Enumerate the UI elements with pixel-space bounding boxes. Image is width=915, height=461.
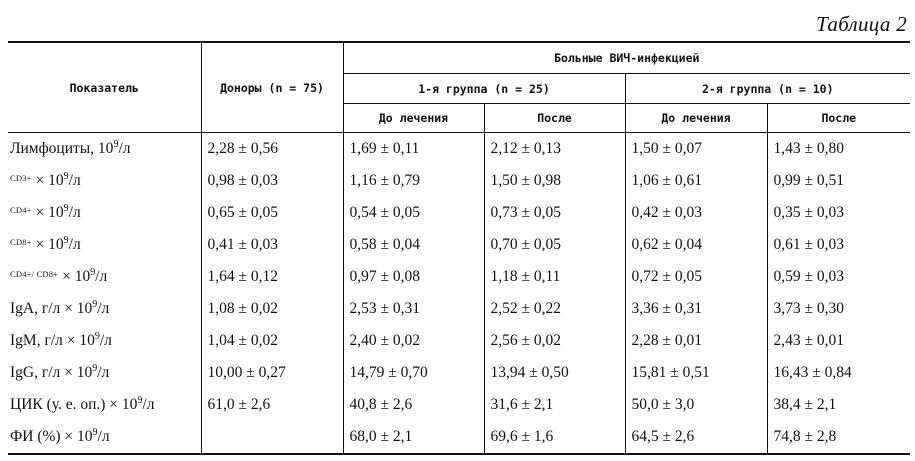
value-cell: 74,8 ± 2,8 — [767, 421, 910, 454]
row-name: × 10 — [31, 204, 64, 221]
value-cell: 0,97 ± 0,08 — [343, 261, 484, 293]
row-name: ЦИК (у. е. оп.) × 10 — [10, 396, 138, 413]
row-unit: /л — [68, 236, 81, 253]
table-row — [8, 165, 910, 197]
table-row — [8, 133, 910, 166]
value-cell: 2,56 ± 0,02 — [484, 325, 625, 357]
value-cell: 50,0 ± 3,0 — [625, 389, 767, 421]
value-cell: 1,18 ± 0,11 — [484, 261, 625, 293]
value-cell: 16,43 ± 0,84 — [767, 357, 910, 389]
exponent: 9 — [63, 170, 69, 182]
header-g1-before: До лечения — [343, 104, 484, 133]
row-unit: /л — [68, 204, 81, 221]
row-name: Лимфоциты, 10 — [10, 140, 114, 157]
exponent: 9 — [113, 138, 119, 150]
row-name: ФИ (%) × 10 — [10, 428, 93, 445]
table-row — [8, 357, 910, 389]
value-cell: 3,73 ± 0,30 — [767, 293, 910, 325]
row-unit: /л — [142, 396, 155, 413]
cell-marker-label: CD4+/ CD8+ — [10, 269, 59, 279]
value-cell: 0,99 ± 0,51 — [767, 165, 910, 197]
exponent: 9 — [92, 362, 98, 374]
value-cell: 1,50 ± 0,98 — [484, 165, 625, 197]
row-label — [8, 421, 201, 454]
header-g2-after: После — [767, 104, 910, 133]
cell-marker-label: CD3+ — [10, 173, 32, 183]
value-cell: 14,79 ± 0,70 — [343, 357, 484, 389]
value-cell: 1,64 ± 0,12 — [201, 261, 343, 293]
row-unit: /л — [97, 364, 110, 381]
value-cell: 2,28 ± 0,56 — [201, 133, 343, 166]
table-row — [8, 421, 910, 454]
value-cell: 1,50 ± 0,07 — [625, 133, 767, 166]
value-cell: 0,35 ± 0,03 — [767, 197, 910, 229]
row-label — [8, 325, 201, 357]
row-name: IgM, г/л × 10 — [10, 332, 95, 349]
table-row — [8, 261, 910, 293]
table-caption: Таблица 2 — [816, 12, 907, 36]
exponent: 9 — [92, 426, 98, 438]
table-row — [8, 293, 910, 325]
table-body — [8, 133, 910, 455]
value-cell: 2,40 ± 0,02 — [343, 325, 484, 357]
value-cell: 2,28 ± 0,01 — [625, 325, 767, 357]
value-cell: 0,73 ± 0,05 — [484, 197, 625, 229]
value-cell: 3,36 ± 0,31 — [625, 293, 767, 325]
row-unit: /л — [97, 300, 110, 317]
value-cell: 0,59 ± 0,03 — [767, 261, 910, 293]
header-donors: Доноры (n = 75) — [201, 42, 343, 133]
value-cell: 31,6 ± 2,1 — [484, 389, 625, 421]
exponent: 9 — [63, 202, 69, 214]
value-cell: 1,06 ± 0,61 — [625, 165, 767, 197]
table-row — [8, 197, 910, 229]
value-cell: 1,43 ± 0,80 — [767, 133, 910, 166]
value-cell: 15,81 ± 0,51 — [625, 357, 767, 389]
exponent: 9 — [90, 266, 96, 278]
row-label — [8, 389, 201, 421]
row-name: × 10 — [31, 172, 64, 189]
header-g1-after: После — [484, 104, 625, 133]
table-row — [8, 325, 910, 357]
row-label — [8, 357, 201, 389]
value-cell: 10,00 ± 0,27 — [201, 357, 343, 389]
exponent: 9 — [94, 330, 100, 342]
row-unit: /л — [99, 332, 112, 349]
value-cell: 2,53 ± 0,31 — [343, 293, 484, 325]
row-unit: /л — [118, 140, 131, 157]
value-cell: 0,65 ± 0,05 — [201, 197, 343, 229]
value-cell: 38,4 ± 2,1 — [767, 389, 910, 421]
row-label — [8, 293, 201, 325]
row-name: IgG, г/л × 10 — [10, 364, 93, 381]
row-label — [8, 261, 201, 293]
value-cell: 2,43 ± 0,01 — [767, 325, 910, 357]
header-indicator: Показатель — [8, 42, 201, 133]
value-cell: 0,42 ± 0,03 — [625, 197, 767, 229]
value-cell: 2,12 ± 0,13 — [484, 133, 625, 166]
row-unit: /л — [95, 268, 108, 285]
value-cell: 1,69 ± 0,11 — [343, 133, 484, 166]
value-cell: 0,41 ± 0,03 — [201, 229, 343, 261]
exponent: 9 — [137, 394, 143, 406]
cell-marker-label: CD8+ — [10, 237, 32, 247]
header-g2-before: До лечения — [625, 104, 767, 133]
value-cell: 0,61 ± 0,03 — [767, 229, 910, 261]
value-cell: 1,08 ± 0,02 — [201, 293, 343, 325]
value-cell — [201, 421, 343, 454]
value-cell: 68,0 ± 2,1 — [343, 421, 484, 454]
value-cell: 1,04 ± 0,02 — [201, 325, 343, 357]
row-unit: /л — [68, 172, 81, 189]
table-row — [8, 229, 910, 261]
row-label — [8, 229, 201, 261]
table-row — [8, 389, 910, 421]
row-name: × 10 — [31, 236, 64, 253]
value-cell: 64,5 ± 2,6 — [625, 421, 767, 454]
row-name: IgA, г/л × 10 — [10, 300, 93, 317]
value-cell: 0,58 ± 0,04 — [343, 229, 484, 261]
row-label — [8, 197, 201, 229]
value-cell: 40,8 ± 2,6 — [343, 389, 484, 421]
value-cell: 1,16 ± 0,79 — [343, 165, 484, 197]
value-cell: 0,70 ± 0,05 — [484, 229, 625, 261]
value-cell: 13,94 ± 0,50 — [484, 357, 625, 389]
row-label — [8, 165, 201, 197]
row-unit: /л — [97, 428, 110, 445]
value-cell: 61,0 ± 2,6 — [201, 389, 343, 421]
row-label — [8, 133, 201, 166]
value-cell: 0,62 ± 0,04 — [625, 229, 767, 261]
value-cell: 0,54 ± 0,05 — [343, 197, 484, 229]
value-cell: 0,72 ± 0,05 — [625, 261, 767, 293]
exponent: 9 — [92, 298, 98, 310]
cell-marker-label: CD4+ — [10, 205, 32, 215]
value-cell: 0,98 ± 0,03 — [201, 165, 343, 197]
value-cell: 69,6 ± 1,6 — [484, 421, 625, 454]
header-group-1: 1-я группа (n = 25) — [343, 74, 625, 104]
exponent: 9 — [63, 234, 69, 246]
data-table — [8, 41, 910, 455]
row-name: × 10 — [58, 268, 91, 285]
header-group-2: 2-я группа (n = 10) — [625, 74, 910, 104]
header-patients: Больные ВИЧ-инфекцией — [343, 42, 910, 74]
value-cell: 2,52 ± 0,22 — [484, 293, 625, 325]
